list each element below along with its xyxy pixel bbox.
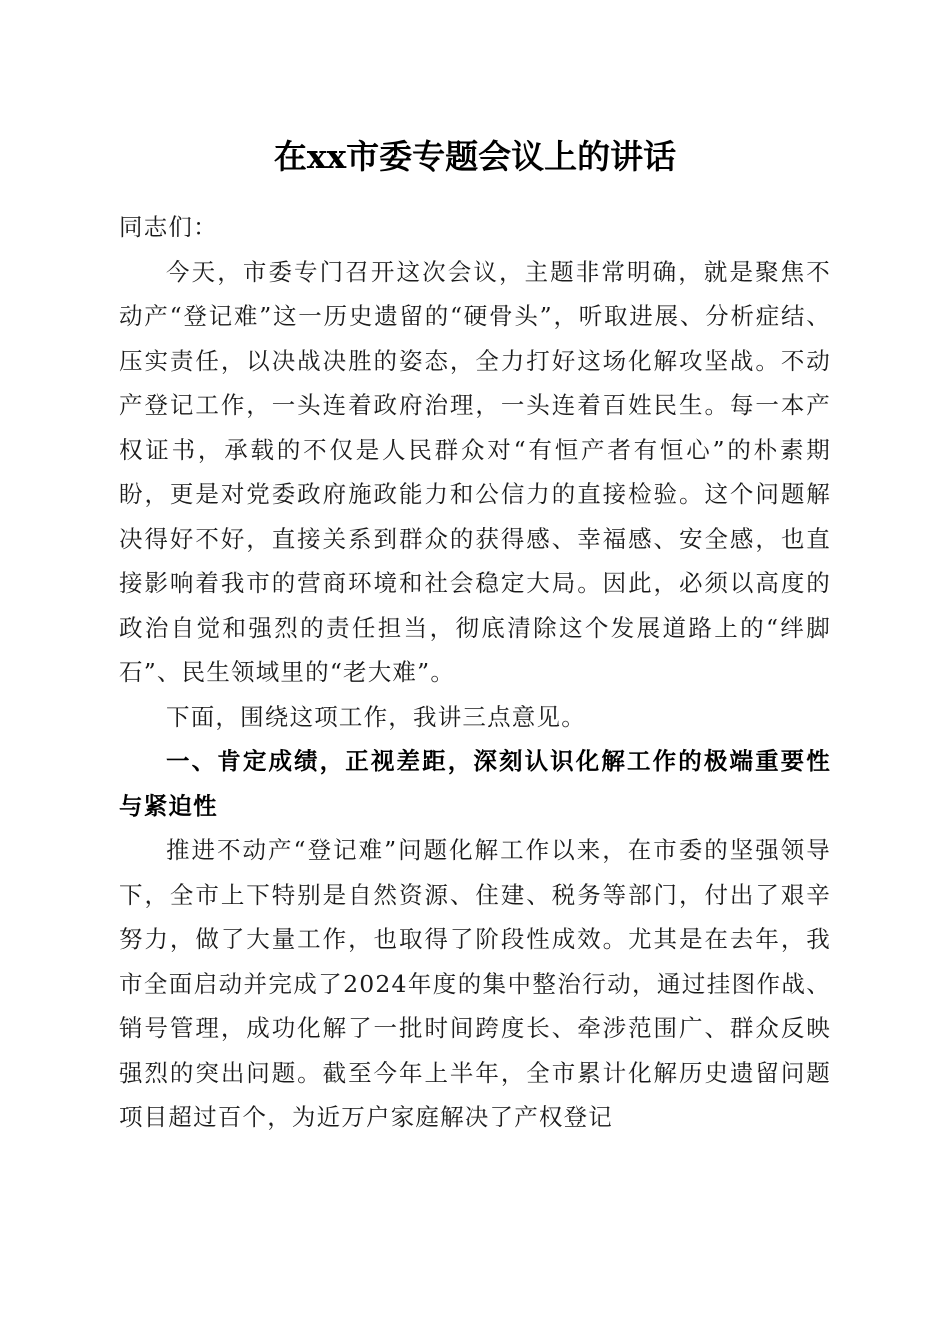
salutation: 同志们： bbox=[119, 213, 218, 241]
intro-paragraph: 今天，市委专门召开这次会议，主题非常明确，就是聚焦不动产“登记难”这一历史遗留的“硬骨头”，听取进展、分析症结、压实责任，以决战决胜的姿态，全力打好这场化解攻坚战。不动产登记工作，一头连着政府治理，一头连着百姓民生。每一本产权证书，承载的不仅是人民群众对“有恒产者有恒心”的朴素期盼，更是对党委政府施政能力和公信力的直接检验。这个问题解决得好不好，直接关系到群众的获得感、幸福感、安全感，也直接影响着我市的营商环境和社会稳定大局。因此，必须以高度的政治自觉和强烈的责任担当，彻底清除这个发展道路上的“绊脚石”、民生领域里的“老大难”。 bbox=[119, 257, 831, 686]
outline-paragraph: 下面，围绕这项工作，我讲三点意见。 bbox=[166, 702, 586, 731]
document-body bbox=[119, 205, 831, 1140]
section-1-paragraph: 推进不动产“登记难”问题化解工作以来，在市委的坚强领导下，全市上下特别是自然资源、住建、税务等部门，付出了艰辛努力，做了大量工作，也取得了阶段性成效。尤其是在去年，我市全面启动并完成了2024年度的集中整治行动，通过挂图作战、销号管理，成功化解了一批时间跨度长、牵涉范围广、群众反映强烈的突出问题。截至今年上半年，全市累计化解历史遗留问题项目超过百个，为近万户家庭解决了产权登记 bbox=[119, 836, 831, 1131]
document-title: 在xx市委专题会议上的讲话 bbox=[273, 137, 677, 176]
section-heading-1: 一、肯定成绩，正视差距，深刻认识化解工作的极端重要性与紧迫性 bbox=[119, 747, 831, 820]
